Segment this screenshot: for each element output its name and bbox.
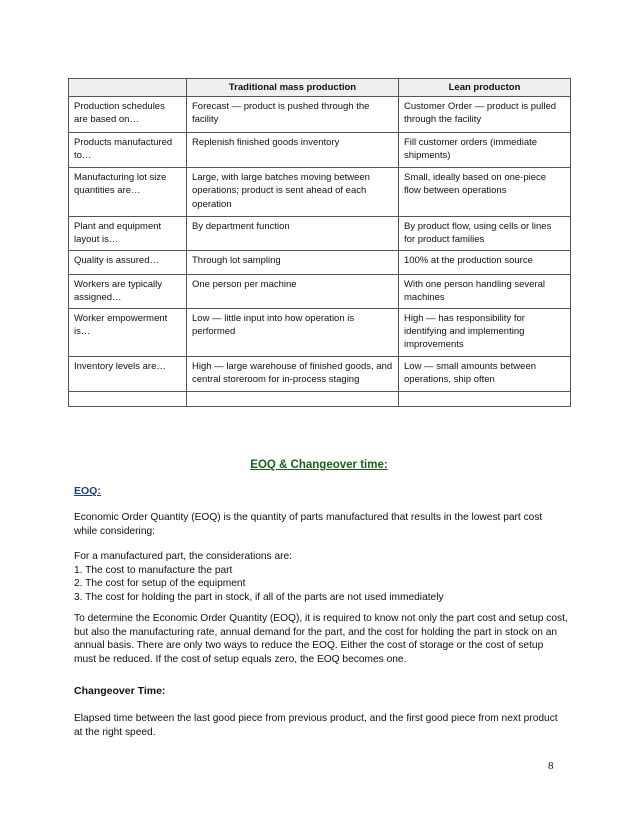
traditional-cell: Low — little input into how operation is performed [187,308,399,356]
spacer-cell [69,391,187,406]
row-label: Inventory levels are… [69,356,187,391]
header-cell-attribute [69,79,187,97]
table-header-row [69,79,571,97]
row-label: Quality is assured… [69,250,187,274]
traditional-cell: Replenish finished goods inventory [187,133,399,168]
table-row [69,217,571,251]
row-label: Worker empowerment is… [69,308,187,356]
row-label: Manufacturing lot size quantities are… [69,168,187,217]
lean-cell: High — has responsibility for identifying and implementing improvements [399,308,571,356]
eoq-paragraph: To determine the Economic Order Quantity (EOQ), it is required to know not only the part cost and setup cost, but also the manufacturing rate, annual demand for the part, and the cost for holding the part in stock on an annual basis. There are only two ways to reduce the EOQ. Either the cost of storage or the cost of setup must be reduced. If the cost of setup equals zero, the EOQ becomes one. [74,613,568,665]
considerations-lead: For a manufactured part, the considerations are: [74,551,293,562]
spacer-cell [187,391,399,406]
changeover-heading: Changeover Time: [74,685,166,697]
header-cell-lean: Lean producton [399,79,571,97]
lean-cell: With one person handling several machines [399,274,571,308]
lean-cell: Customer Order — product is pulled through the facility [399,97,571,133]
row-label: Products manufactured to… [69,133,187,168]
lean-cell: Small, ideally based on one-piece flow between operations [399,168,571,217]
traditional-cell: Large, with large batches moving between operations; product is sent ahead of each operation [187,168,399,217]
list-item: 3. The cost for holding the part in stock, if all of the parts are not used immediately [74,591,444,603]
row-label: Production schedules are based on… [69,97,187,133]
lean-cell: 100% at the production source [399,250,571,274]
header-cell-traditional: Traditional mass production [187,79,399,97]
list-item: 1. The cost to manufacture the part [74,564,233,576]
lean-cell: Fill customer orders (immediate shipments) [399,133,571,168]
spacer-cell [399,391,571,406]
table-spacer-row [69,391,571,406]
eoq-intro-paragraph: Economic Order Quantity (EOQ) is the quantity of parts manufactured that results in the lowest part cost while considering: [74,512,543,537]
table-row [69,168,571,217]
traditional-cell: One person per machine [187,274,399,308]
lean-cell: Low — small amounts between operations, ship often [399,356,571,391]
changeover-definition: Elapsed time between the last good piece from previous product, and the first good piece from next product at the right speed. [74,713,558,738]
eoq-heading: EOQ: [74,485,101,497]
table-row [69,308,571,356]
row-label: Workers are typically assigned… [69,274,187,308]
table-row [69,133,571,168]
table-row [69,356,571,391]
comparison-table [68,78,571,407]
table-row [69,274,571,308]
section-title: EOQ & Changeover time: [250,459,388,471]
table-row [69,250,571,274]
traditional-cell: By department function [187,217,399,251]
table-row [69,97,571,133]
traditional-cell: Through lot sampling [187,250,399,274]
lean-cell: By product flow, using cells or lines for product families [399,217,571,251]
traditional-cell: Forecast — product is pushed through the facility [187,97,399,133]
page-number: 8 [548,760,554,772]
list-item: 2. The cost for setup of the equipment [74,578,246,589]
row-label: Plant and equipment layout is… [69,217,187,251]
traditional-cell: High — large warehouse of finished goods, and central storeroom for in-process staging [187,356,399,391]
eoq-considerations [74,550,568,604]
